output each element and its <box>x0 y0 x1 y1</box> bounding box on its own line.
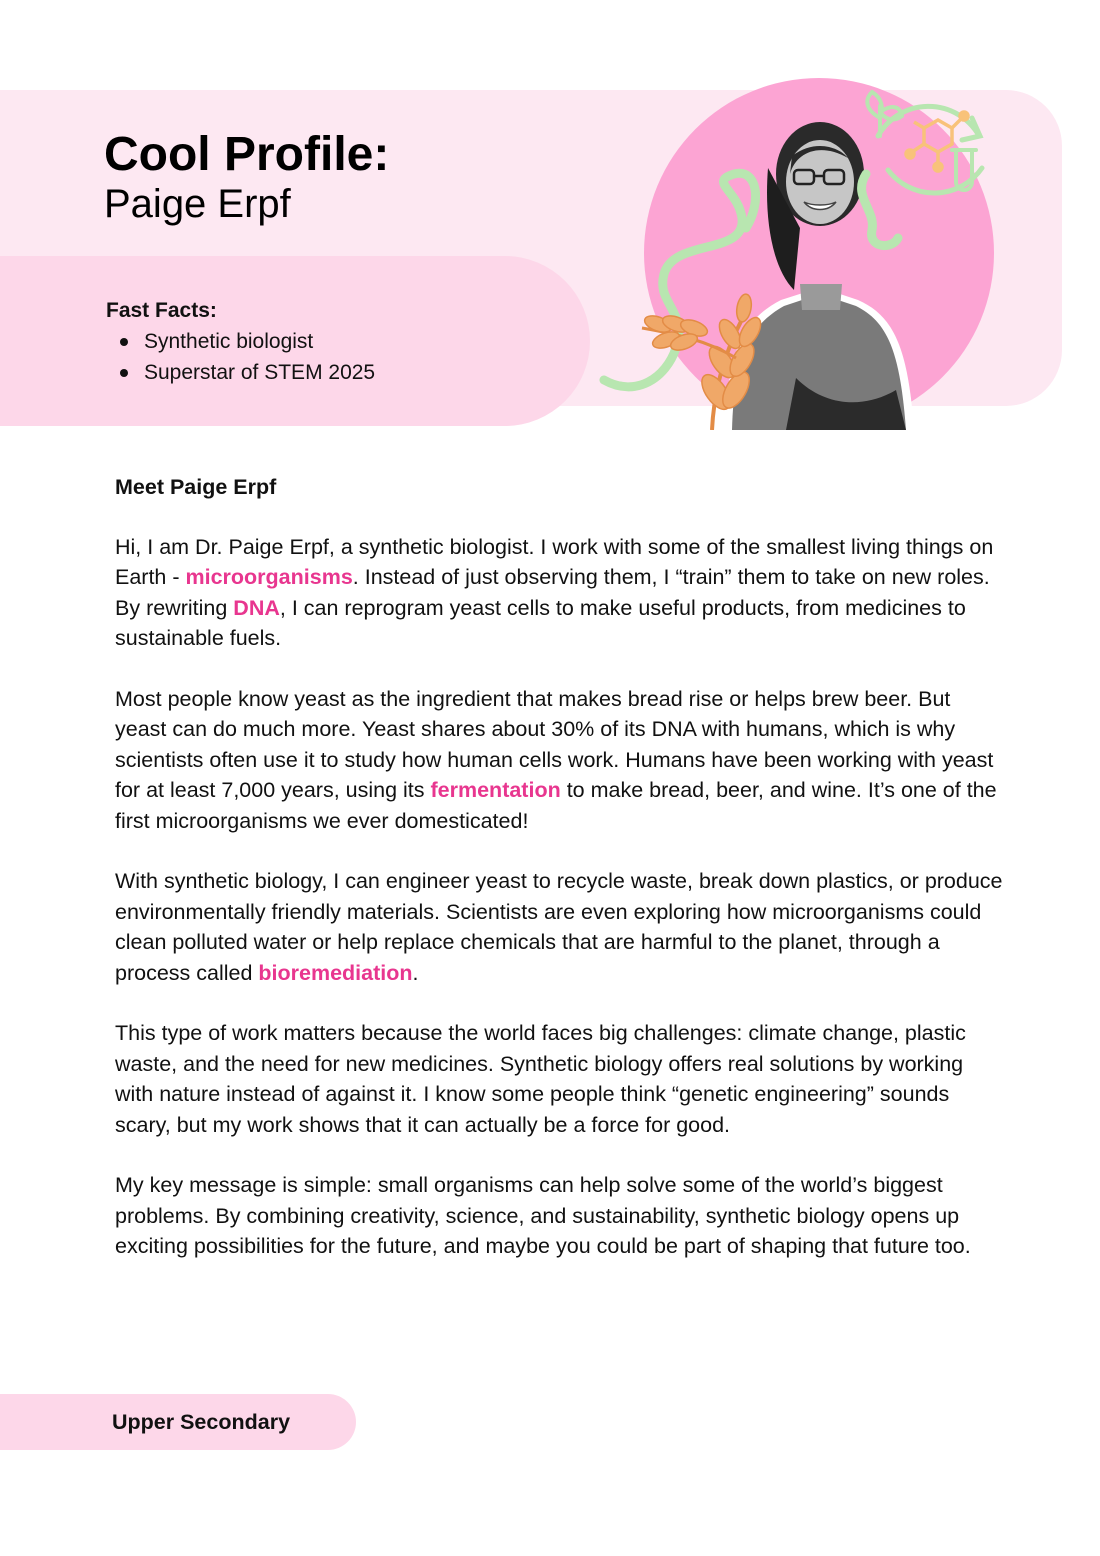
highlight-term: DNA <box>233 595 280 620</box>
article-paragraph: My key message is simple: small organisms can help solve some of the world’s biggest problems. By combining creativity, science, and sustainability, synthetic biology opens up exciting possibilities for the future, and maybe you could be part of shaping that future too. <box>115 1173 971 1259</box>
article-paragraph: Most people know yeast as the ingredient that makes bread rise or helps brew beer. But yeast can do much more. Yeast shares about 30% of its DNA with humans, which is why scientists often use it to study how human cells work. Humans have been working with yeast for at least 7,000 years, using its fermentation to make bread, beer, and wine. It’s one of the first microorganisms we ever domesticated! <box>115 687 997 833</box>
level-label: Upper Secondary <box>112 1410 291 1434</box>
profile-name: Paige Erpf <box>104 182 291 226</box>
article-heading: Meet Paige Erpf <box>115 475 277 499</box>
fast-facts-label: Fast Facts: <box>106 299 217 322</box>
fast-fact-item: Superstar of STEM 2025 <box>144 357 375 388</box>
highlight-term: microorganisms <box>185 565 353 590</box>
article-paragraph: This type of work matters because the world faces big challenges: climate change, plastic waste, and the need for new medicines. Synthetic biology offers real solutions by working with nature instead of against it. I know some people think “genetic engineering” sounds scary, but my work shows that it can actually be a force for good. <box>115 1021 966 1137</box>
fast-facts-list <box>144 326 375 388</box>
fast-fact-item: Synthetic biologist <box>144 326 375 357</box>
highlight-term: bioremediation <box>258 960 413 985</box>
profile-photo-illustration <box>596 78 1006 430</box>
article-paragraph: With synthetic biology, I can engineer yeast to recycle waste, break down plastics, or produce environmentally friendly materials. Scientists are even exploring how microorganisms could clean polluted water or help replace chemicals that are harmful to the planet, through a process called bioremediation. <box>115 869 1003 985</box>
article-body <box>115 472 1005 1292</box>
page-title: Cool Profile: <box>104 128 390 181</box>
highlight-term: fermentation <box>430 778 561 803</box>
article-paragraph: Hi, I am Dr. Paige Erpf, a synthetic biologist. I work with some of the smallest living things on Earth - microorganisms. Instead of just observing them, I “train” them to take on new roles. By rewriting DNA, I can reprogram yeast cells to make useful products, from medicines to sustainable fuels. <box>115 535 994 651</box>
